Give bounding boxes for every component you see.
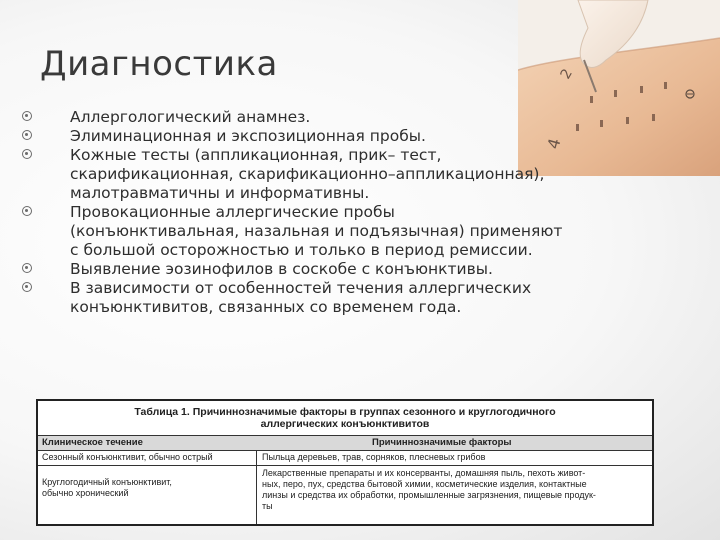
skin-marking-4: 4 xyxy=(543,136,565,152)
bullet-line: Провокационные аллергические пробы xyxy=(70,203,395,221)
skin-marking-2: 2 xyxy=(557,66,576,82)
bullet-line: Элиминационная и экспозиционная пробы. xyxy=(70,127,426,145)
bullet-icon xyxy=(22,263,32,273)
bullet-icon xyxy=(22,130,32,140)
table-cell-line: Лекарственные препараты и их консерванты, домашняя пыль, пехоть живот- xyxy=(262,468,586,478)
bullet-line: конъюнктивитов, связанных со временем года. xyxy=(70,298,462,316)
bullet-line: Кожные тесты (аппликационная, прик– тест, xyxy=(70,146,442,164)
table-cell xyxy=(262,468,652,512)
table-cell-line: Круглогодичный конъюнктивит, xyxy=(42,477,172,487)
table-header-row xyxy=(38,436,652,450)
table-cell-line: обычно хронический xyxy=(42,488,129,498)
bullet-icon xyxy=(22,282,32,292)
bullet-line: скарификационная, скарификационно–аппликационная), xyxy=(70,165,545,183)
list-item xyxy=(22,127,622,146)
column-header-clinical-course: Клиническое течение xyxy=(42,437,143,448)
bullet-icon xyxy=(22,149,32,159)
table-divider xyxy=(38,450,652,451)
column-header-causal-factors: Причиннозначимые факторы xyxy=(372,437,512,448)
table-caption-line: Таблица 1. Причиннозначимые факторы в группах сезонного и круглогодичного xyxy=(134,406,556,418)
table-divider xyxy=(38,465,652,466)
table-cell-line: Сезонный конъюнктивит, обычно острый xyxy=(42,452,213,462)
factors-table xyxy=(36,399,654,526)
list-item xyxy=(22,108,622,127)
bullet-line: (конъюнктивальная, назальная и подъязычная) применяют xyxy=(70,222,563,240)
list-item xyxy=(22,203,622,260)
table-cell xyxy=(42,452,247,463)
diagnostics-list xyxy=(22,108,622,317)
list-item xyxy=(22,146,622,203)
table-cell-line: Пыльца деревьев, трав, сорняков, плесневых грибов xyxy=(262,452,486,462)
bullet-line: малотравматичны и информативны. xyxy=(70,184,370,202)
slide-title: Диагностика xyxy=(40,44,278,84)
table-caption xyxy=(38,401,652,430)
bullet-icon xyxy=(22,206,32,216)
bullet-line: Аллергологический анамнез. xyxy=(70,108,311,126)
table-cell xyxy=(42,477,247,499)
table-column-divider xyxy=(256,450,257,524)
table-cell-line: ты xyxy=(262,501,273,511)
bullet-icon xyxy=(22,111,32,121)
table-cell-line: линзы и средства их обработки, промышленные загрязнения, пищевые продук- xyxy=(262,490,596,500)
list-item xyxy=(22,279,622,317)
table-cell-line: ных, перо, пух, средства бытовой химии, косметические изделия, контактные xyxy=(262,479,587,489)
bullet-line: с большой осторожностью и только в период ремиссии. xyxy=(70,241,533,259)
table-caption-line: аллергических конъюнктивитов xyxy=(260,418,430,430)
table-cell xyxy=(262,452,652,463)
bullet-line: В зависимости от особенностей течения аллергических xyxy=(70,279,532,297)
list-item xyxy=(22,260,622,279)
bullet-line: Выявление эозинофилов в соскобе с конъюнктивы. xyxy=(70,260,493,278)
